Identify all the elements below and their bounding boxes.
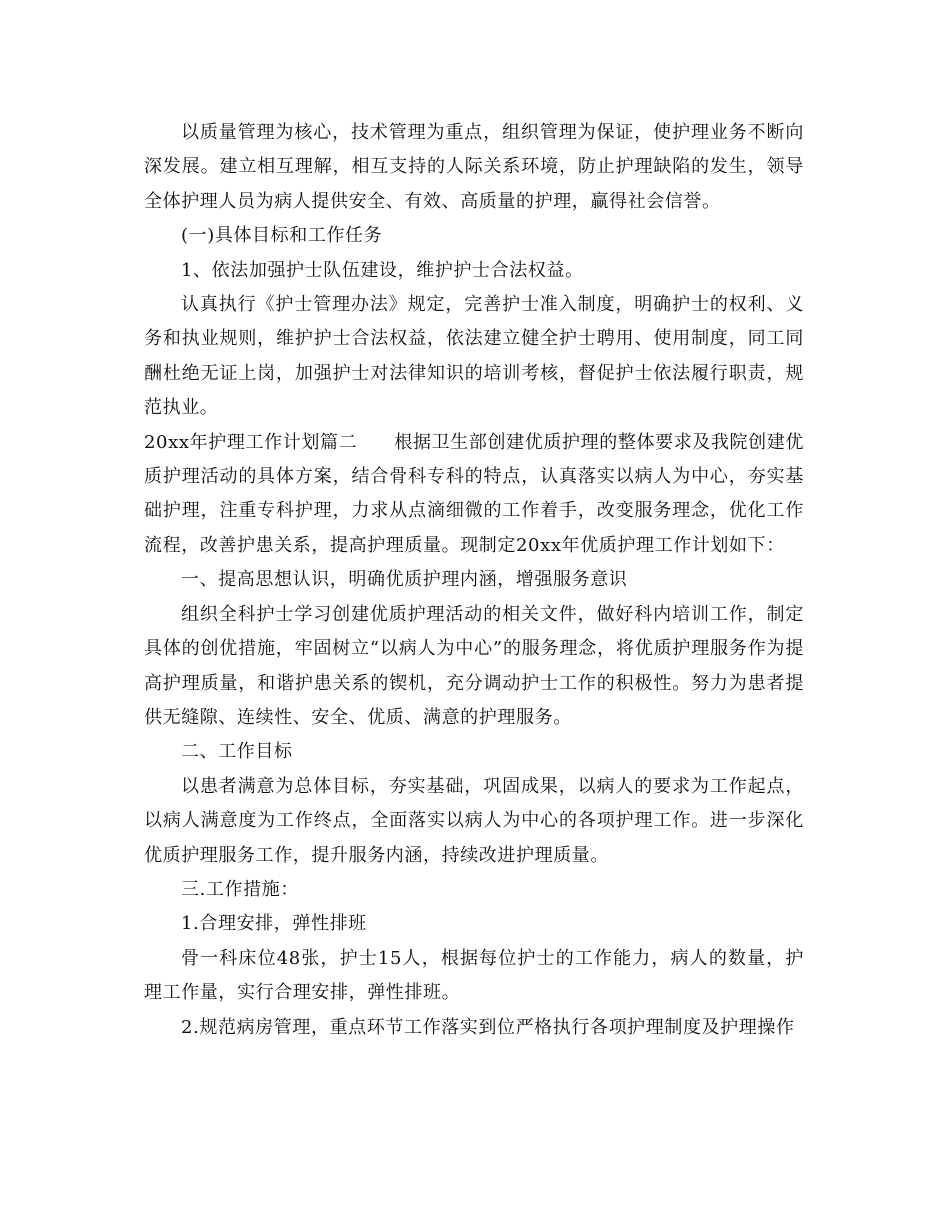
heading-specific-goals: (一)具体目标和工作任务 — [181, 225, 383, 247]
paragraph-patient-satisfaction: 以患者满意为总体目标，夯实基础，巩固成果，以病人的要求为工作起点，以病人满意度为工作终点，全面落实以病人为中心的各项护理工作。进一步深化优质护理服务工作，提升服务内涵，持续改进护理质量。 — [144, 775, 804, 866]
document-body — [144, 116, 804, 1045]
heading-nurse-team-building: 1、依法加强护士队伍建设，维护护士合法权益。 — [181, 259, 584, 281]
heading-improve-awareness: 一、提高思想认识，明确优质护理内涵，增强服务意识 — [181, 569, 628, 591]
paragraph-ward-staffing: 骨一科床位48张，护士15人，根据每位护士的工作能力，病人的数量，护理工作量，实行合理安排，弹性排班。 — [144, 947, 804, 1004]
paragraph-nurse-management-rules: 认真执行《护士管理办法》规定，完善护士准入制度，明确护士的权利、义务和执业规则，维护护士合法权益，依法建立健全护士聘用、使用制度，同工同酬杜绝无证上岗，加强护士对法律知识的培训考核，督促护士依法履行职责，规范执业。 — [144, 294, 804, 419]
heading-work-measures: 三.工作措施： — [181, 878, 299, 900]
paragraph-ward-management: 2.规范病房管理，重点环节工作落实到位严格执行各项护理制度及护理操作 — [181, 1016, 795, 1038]
heading-work-goals: 二、工作目标 — [181, 741, 293, 763]
paragraph-plan-part-two: 20xx年护理工作计划篇二 根据卫生部创建优质护理的整体要求及我院创建优质护理活动的具体方案，结合骨科专科的特点，认真落实以病人为中心，夯实基础护理，注重专科护理，力求从点滴细微的工作着手，改变服务理念，优化工作流程，改善护患关系，提高护理质量。现制定20xx年优质护理工作计划如下： — [144, 431, 804, 556]
heading-flexible-scheduling: 1.合理安排，弹性排班 — [181, 913, 367, 935]
paragraph-quality-management: 以质量管理为核心，技术管理为重点，组织管理为保证，使护理业务不断向深发展。建立相互理解，相互支持的人际关系环境，防止护理缺陷的发生，领导全体护理人员为病人提供安全、有效、高质量的护理，赢得社会信誉。 — [144, 122, 804, 212]
paragraph-staff-training: 组织全科护士学习创建优质护理活动的相关文件，做好科内培训工作，制定具体的创优措施，牢固树立“以病人为中心”的服务理念，将优质护理服务作为提高护理质量，和谐护患关系的锲机，充分调动护士工作的积极性。努力为患者提供无缝隙、连续性、安全、优质、满意的护理服务。 — [144, 603, 804, 728]
